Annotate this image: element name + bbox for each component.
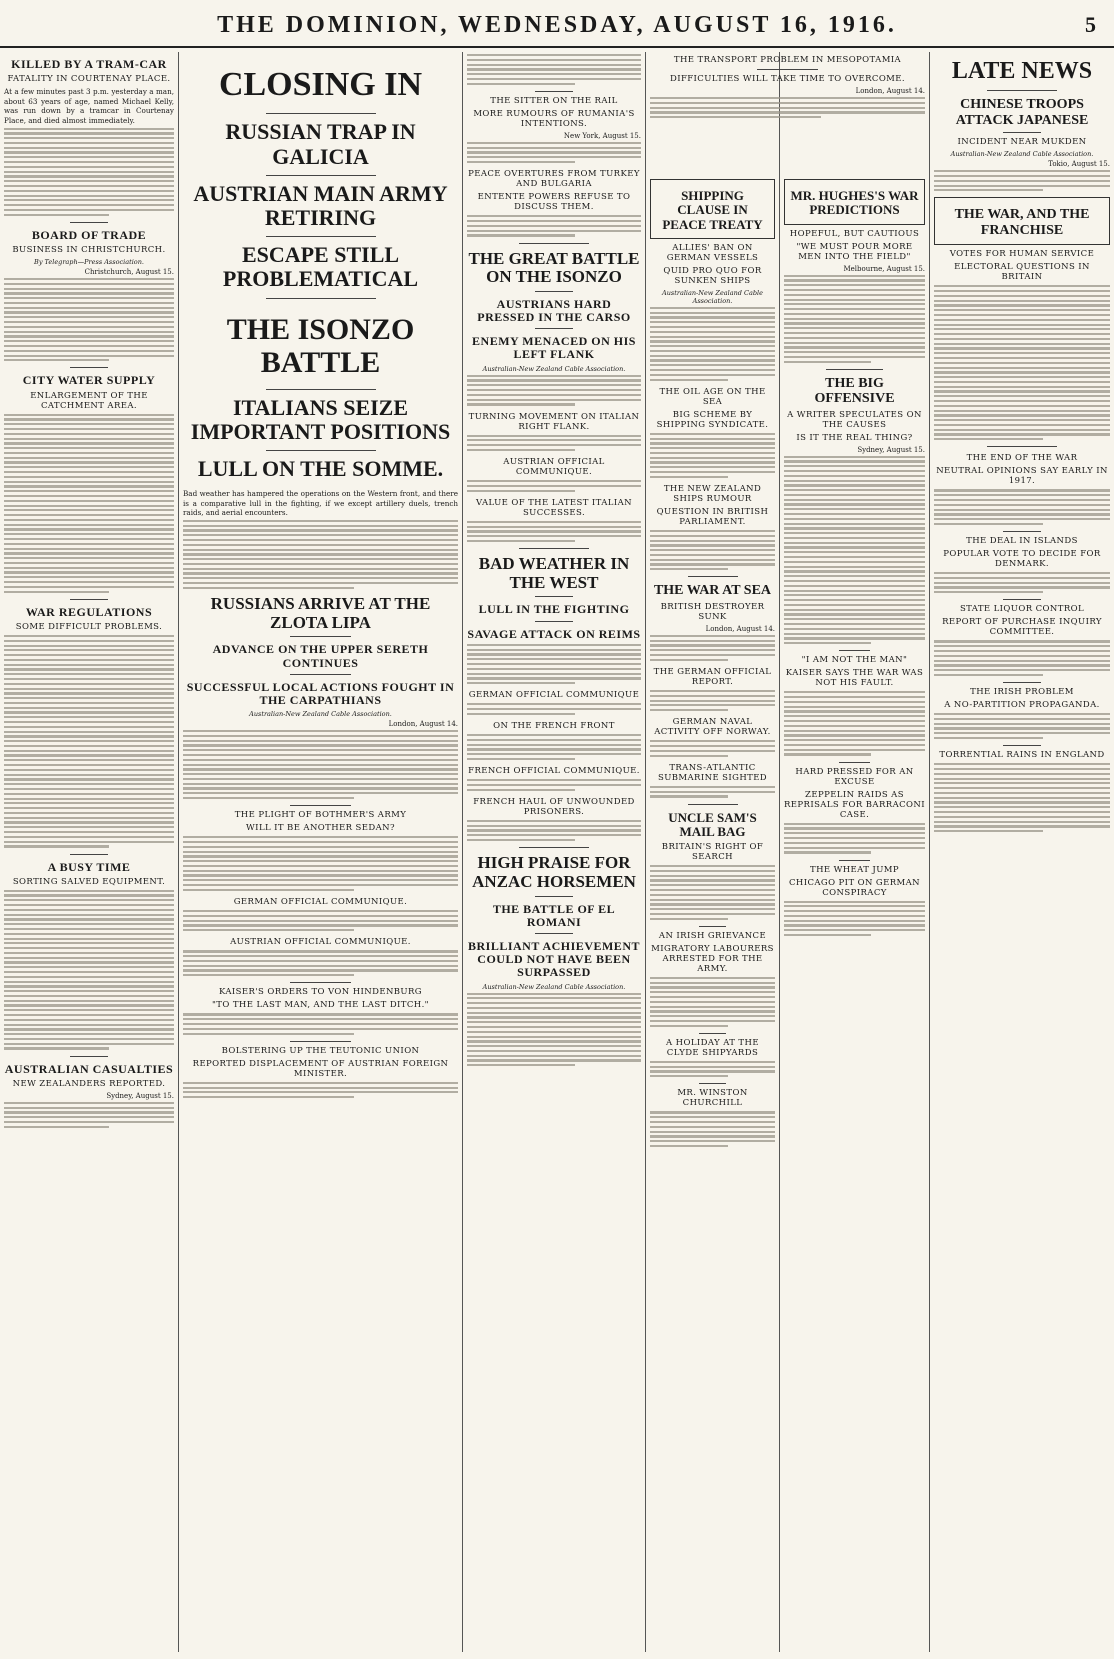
article-text-block [467, 375, 641, 406]
headline-big-offensive: THE BIG OFFENSIVE [814, 375, 895, 407]
subhead: BOLSTERING UP THE TEUTONIC UNION [221, 1045, 420, 1056]
headline-hughes-predictions: MR. HUGHES'S WAR PREDICTIONS [790, 188, 919, 218]
subhead: HOPEFUL, BUT CAUTIOUS [789, 228, 920, 239]
subhead: MORE RUMOURS OF RUMANIA'S INTENTIONS. [473, 108, 635, 129]
article-text-block [467, 435, 641, 452]
article-text-block [934, 763, 1110, 832]
credit: Australian-New Zealand Cable Association. [950, 150, 1094, 159]
article-text-block [934, 713, 1110, 739]
mesopotamia-banner [646, 52, 929, 172]
subhead: "I AM NOT THE MAN" [801, 655, 908, 666]
subhead: SORTING SALVED EQUIPMENT. [12, 876, 166, 887]
subhead: GERMAN OFFICIAL COMMUNIQUE. [233, 897, 408, 908]
headline-late-news: LATE NEWS [951, 58, 1093, 84]
page-number: 5 [1085, 12, 1096, 37]
subhead: REPORTED DISPLACEMENT OF AUSTRIAN FOREIGN MINISTER. [192, 1058, 449, 1079]
subhead: TRANS-ATLANTIC SUBMARINE SIGHTED [657, 762, 768, 783]
subhead: AUSTRIAN OFFICIAL COMMUNIQUE. [503, 457, 605, 478]
subhead: HARD PRESSED FOR AN EXCUSE [795, 766, 914, 787]
article-text-block [183, 910, 458, 931]
article-text-block [650, 530, 775, 570]
subhead: PEACE OVERTURES FROM TURKEY AND BULGARIA [468, 169, 640, 190]
headline-australian-casualties: AUSTRALIAN CASUALTIES [4, 1061, 174, 1076]
headline-savage-attack-reims: SAVAGE ATTACK ON REIMS [467, 626, 641, 641]
subhead: INCIDENT NEAR MUKDEN [957, 137, 1087, 148]
newspaper-title: THE DOMINION, WEDNESDAY, AUGUST 16, 1916. [217, 12, 897, 38]
headline-lull-in-fighting: LULL IN THE FIGHTING [478, 602, 630, 617]
headline-a-busy-time: A BUSY TIME [47, 859, 131, 874]
subhead: REPORT OF PURCHASE INQUIRY COMMITTEE. [942, 617, 1102, 638]
article-text-block [183, 950, 458, 976]
article-text-block [650, 1111, 775, 1147]
headline-anzac-horsemen: HIGH PRAISE FOR ANZAC HORSEMEN [472, 853, 636, 891]
article-text-block [467, 54, 641, 85]
subhead: THE IRISH PROBLEM [970, 687, 1074, 698]
subhead: TORRENTIAL RAINS IN ENGLAND [939, 750, 1105, 761]
subhead: BUSINESS IN CHRISTCHURCH. [12, 245, 166, 255]
dateline: London, August 14. [705, 624, 775, 633]
subhead: BRITISH DESTROYER SUNK [660, 601, 765, 622]
subhead: A WRITER SPECULATES ON THE CAUSES [787, 409, 922, 430]
article-text-block [784, 823, 925, 854]
article-text-block [650, 97, 925, 118]
column-3 [463, 52, 645, 1652]
article-text-block [183, 836, 458, 891]
article-text-block [4, 890, 174, 1050]
subhead: THE NEW ZEALAND SHIPS RUMOUR [663, 484, 762, 505]
article-text-block [4, 414, 174, 593]
headline-russian-trap: RUSSIAN TRAP IN GALICIA [225, 119, 416, 169]
subhead: KAISER SAYS THE WAR WAS NOT HIS FAULT. [785, 668, 924, 689]
dateline: Sydney, August 15. [857, 445, 925, 454]
dateline: London, August 14. [855, 87, 925, 95]
article-text-block [650, 1061, 775, 1078]
article-text-block [650, 690, 775, 711]
subhead: THE TRANSPORT PROBLEM IN MESOPOTAMIA [673, 55, 902, 65]
headline-war-regulations: WAR REGULATIONS [25, 604, 153, 619]
column-6 [930, 52, 1114, 1652]
subhead: THE PLIGHT OF BOTHMER'S ARMY [234, 810, 407, 821]
article-text-block [934, 285, 1110, 440]
shipping-clause-box [650, 179, 775, 239]
subhead: QUID PRO QUO FOR SUNKEN SHIPS [663, 265, 762, 286]
subhead: DIFFICULTIES WILL TAKE TIME TO OVERCOME. [669, 74, 905, 84]
article-text-block [467, 142, 641, 163]
article-text-block [650, 307, 775, 381]
franchise-box [934, 197, 1110, 245]
credit: By Telegraph—Press Association. [34, 258, 144, 266]
dateline: Christchurch, August 15. [84, 268, 174, 276]
article-text-block [784, 456, 925, 645]
article-text-block [784, 691, 925, 755]
column-5 [780, 175, 929, 1652]
article-text-block [4, 635, 174, 848]
article-text-block [183, 730, 458, 799]
headline-uncle-sams-mail: UNCLE SAM'S MAIL BAG [668, 809, 757, 839]
article-text-block [934, 572, 1110, 593]
subhead: CHICAGO PIT ON GERMAN CONSPIRACY [788, 877, 920, 898]
article-text-block [467, 215, 641, 236]
subhead: ON THE FRENCH FRONT [493, 721, 615, 732]
subhead: QUESTION IN BRITISH PARLIAMENT. [656, 507, 769, 528]
headline-board-of-trade: BOARD OF TRADE [31, 227, 147, 242]
article-text-block [934, 640, 1110, 676]
subhead: ELECTORAL QUESTIONS IN BRITAIN [954, 262, 1090, 283]
headline-upper-sereth: ADVANCE ON THE UPPER SERETH CONTINUES [212, 642, 429, 670]
headline-war-and-franchise: THE WAR, AND THE FRANCHISE [954, 207, 1090, 238]
article-text-block [467, 480, 641, 492]
dateline: New York, August 15. [563, 131, 641, 140]
subhead: WILL IT BE ANOTHER SEDAN? [246, 823, 395, 834]
article-text-block [784, 275, 925, 363]
dateline: Sydney, August 15. [106, 1091, 174, 1100]
subhead: A HOLIDAY AT THE CLYDE SHIPYARDS [666, 1037, 759, 1058]
subhead: VALUE OF THE LATEST ITALIAN SUCCESSES. [476, 497, 632, 518]
article-text-block [934, 489, 1110, 525]
article-text-block [650, 977, 775, 1027]
headline-bad-weather-west: BAD WEATHER IN THE WEST [478, 554, 630, 592]
subhead: ENLARGEMENT OF THE CATCHMENT AREA. [30, 390, 148, 411]
dateline: Melbourne, August 15. [843, 264, 925, 273]
article-text-block [650, 635, 775, 661]
article-text-block [467, 703, 641, 715]
subhead: NEUTRAL OPINIONS SAY EARLY IN 1917. [936, 466, 1108, 487]
subhead: FRENCH OFFICIAL COMMUNIQUE. [468, 766, 640, 777]
subhead: AN IRISH GRIEVANCE [658, 930, 767, 941]
article-text-block [4, 278, 174, 361]
subhead: STATE LIQUOR CONTROL [959, 604, 1085, 615]
subhead: TURNING MOVEMENT ON ITALIAN RIGHT FLANK. [468, 411, 640, 432]
dateline: London, August 14. [388, 720, 458, 729]
credit: Australian-New Zealand Cable Association. [662, 288, 763, 305]
subhead: ENTENTE POWERS REFUSE TO DISCUSS THEM. [477, 192, 631, 213]
article-text-block [934, 170, 1110, 191]
credit: Australian-New Zealand Cable Association. [249, 710, 392, 719]
subhead: THE DEAL IN ISLANDS [966, 536, 1078, 547]
headline-austrian-main-army: AUSTRIAN MAIN ARMY RETIRING [193, 180, 448, 230]
headline-escape-problematical: ESCAPE STILL PROBLEMATICAL [222, 242, 419, 292]
subhead: GERMAN NAVAL ACTIVITY OFF NORWAY. [654, 717, 771, 738]
headline-carpathians: SUCCESSFUL LOCAL ACTIONS FOUGHT IN THE CARPATHIANS [186, 679, 455, 707]
subhead: VOTES FOR HUMAN SERVICE [949, 249, 1095, 260]
subhead: FATALITY IN COURTENAY PLACE. [7, 74, 171, 85]
subhead: A NO-PARTITION PROPAGANDA. [944, 700, 1100, 711]
subhead: SOME DIFFICULT PROBLEMS. [15, 621, 163, 632]
article-text-block [467, 779, 641, 791]
subhead: ALLIES' BAN ON GERMAN VESSELS [666, 242, 759, 263]
column-1 [0, 52, 178, 1652]
article-text: At a few minutes past 3 p.m. yesterday a man, about 63 years of age, named Michael Kelly, was run down by a tramcar in Courtenay Place, and died almost immediately. [4, 87, 174, 125]
article-text-block [467, 521, 641, 542]
column-2 [179, 52, 462, 1652]
headline-killed-by-tram: KILLED BY A TRAM-CAR [11, 57, 167, 71]
subhead: FRENCH HAUL OF UNWOUNDED PRISONERS. [473, 796, 635, 817]
article-text-block [467, 993, 641, 1067]
article-text-block [4, 1102, 174, 1128]
masthead [0, 0, 1114, 48]
subhead: BRITAIN'S RIGHT OF SEARCH [661, 842, 764, 863]
column-4 [646, 175, 779, 1652]
subhead: THE SITTER ON THE RAIL [490, 95, 618, 106]
subhead: IS IT THE REAL THING? [796, 432, 913, 443]
article-text-block [183, 1082, 458, 1099]
headline-closing-in: CLOSING IN [218, 66, 423, 103]
article-text-block [467, 820, 641, 841]
article-text: Bad weather has hampered the operations on the Western front, and there is a comparative lull in the fighting, if we except artillery duels, trench raids, and aerial encounters. [183, 489, 458, 518]
headline-lull-on-somme: LULL ON THE SOMME. [197, 455, 444, 481]
article-text-block [183, 520, 458, 589]
subhead: KAISER'S ORDERS TO VON HINDENBURG [218, 987, 422, 998]
subhead: MIGRATORY LABOURERS ARRESTED FOR THE ARMY. [651, 943, 774, 974]
headline-isonzo-battle: THE ISONZO BATTLE [226, 312, 415, 379]
credit: Australian-New Zealand Cable Association. [482, 364, 626, 373]
subhead: "TO THE LAST MAN, AND THE LAST DITCH." [212, 1000, 429, 1011]
article-text-block [650, 740, 775, 757]
article-text-block [4, 128, 174, 216]
article-text-block [784, 901, 925, 937]
subhead: THE GERMAN OFFICIAL REPORT. [653, 666, 772, 687]
subhead: BIG SCHEME BY SHIPPING SYNDICATE. [656, 409, 769, 430]
subhead: "WE MUST POUR MORE MEN INTO THE FIELD" [796, 241, 913, 262]
headline-enemy-menaced: ENEMY MENACED ON HIS LEFT FLANK [472, 334, 636, 362]
article-text-block [650, 786, 775, 798]
credit: Australian-New Zealand Cable Association. [482, 982, 626, 991]
subhead: ZEPPELIN RAIDS AS REPRISALS FOR BARRACONI CASE. [784, 789, 925, 820]
article-text-block [183, 1013, 458, 1034]
subhead: AUSTRIAN OFFICIAL COMMUNIQUE. [230, 937, 411, 948]
subhead: MR. WINSTON CHURCHILL [677, 1088, 748, 1109]
subhead: GERMAN OFFICIAL COMMUNIQUE [468, 690, 640, 701]
headline-chinese-troops: CHINESE TROOPS ATTACK JAPANESE [955, 97, 1089, 128]
headline-city-water-supply: CITY WATER SUPPLY [22, 373, 156, 388]
article-text-block [467, 644, 641, 684]
subhead: THE END OF THE WAR [966, 453, 1078, 464]
dateline: Tokio, August 15. [1048, 160, 1110, 169]
article-text-block [650, 433, 775, 478]
headline-italians-seize: ITALIANS SEIZE IMPORTANT POSITIONS [190, 394, 451, 444]
headline-el-romani: THE BATTLE OF EL ROMANI [492, 901, 616, 929]
article-text-block [650, 865, 775, 920]
subhead: NEW ZEALANDERS REPORTED. [12, 1078, 166, 1089]
headline-austrians-hard-pressed: AUSTRIANS HARD PRESSED IN THE CARSO [477, 296, 631, 325]
article-text-block [467, 734, 641, 760]
subhead: POPULAR VOTE TO DECIDE FOR DENMARK. [943, 549, 1101, 570]
headline-war-at-sea: THE WAR AT SEA [653, 583, 772, 599]
headline-great-battle-isonzo: THE GREAT BATTLE ON THE ISONZO [468, 248, 640, 287]
headline-zlota-lipa: RUSSIANS ARRIVE AT THE ZLOTA LIPA [210, 593, 431, 632]
subhead: THE OIL AGE ON THE SEA [659, 386, 766, 407]
subhead: THE WHEAT JUMP [810, 864, 899, 875]
hughes-box [784, 179, 925, 225]
headline-shipping-clause: SHIPPING CLAUSE IN PEACE TREATY [662, 188, 763, 232]
headline-brilliant-achievement: BRILLIANT ACHIEVEMENT COULD NOT HAVE BEEN SURPASSED [468, 938, 640, 980]
